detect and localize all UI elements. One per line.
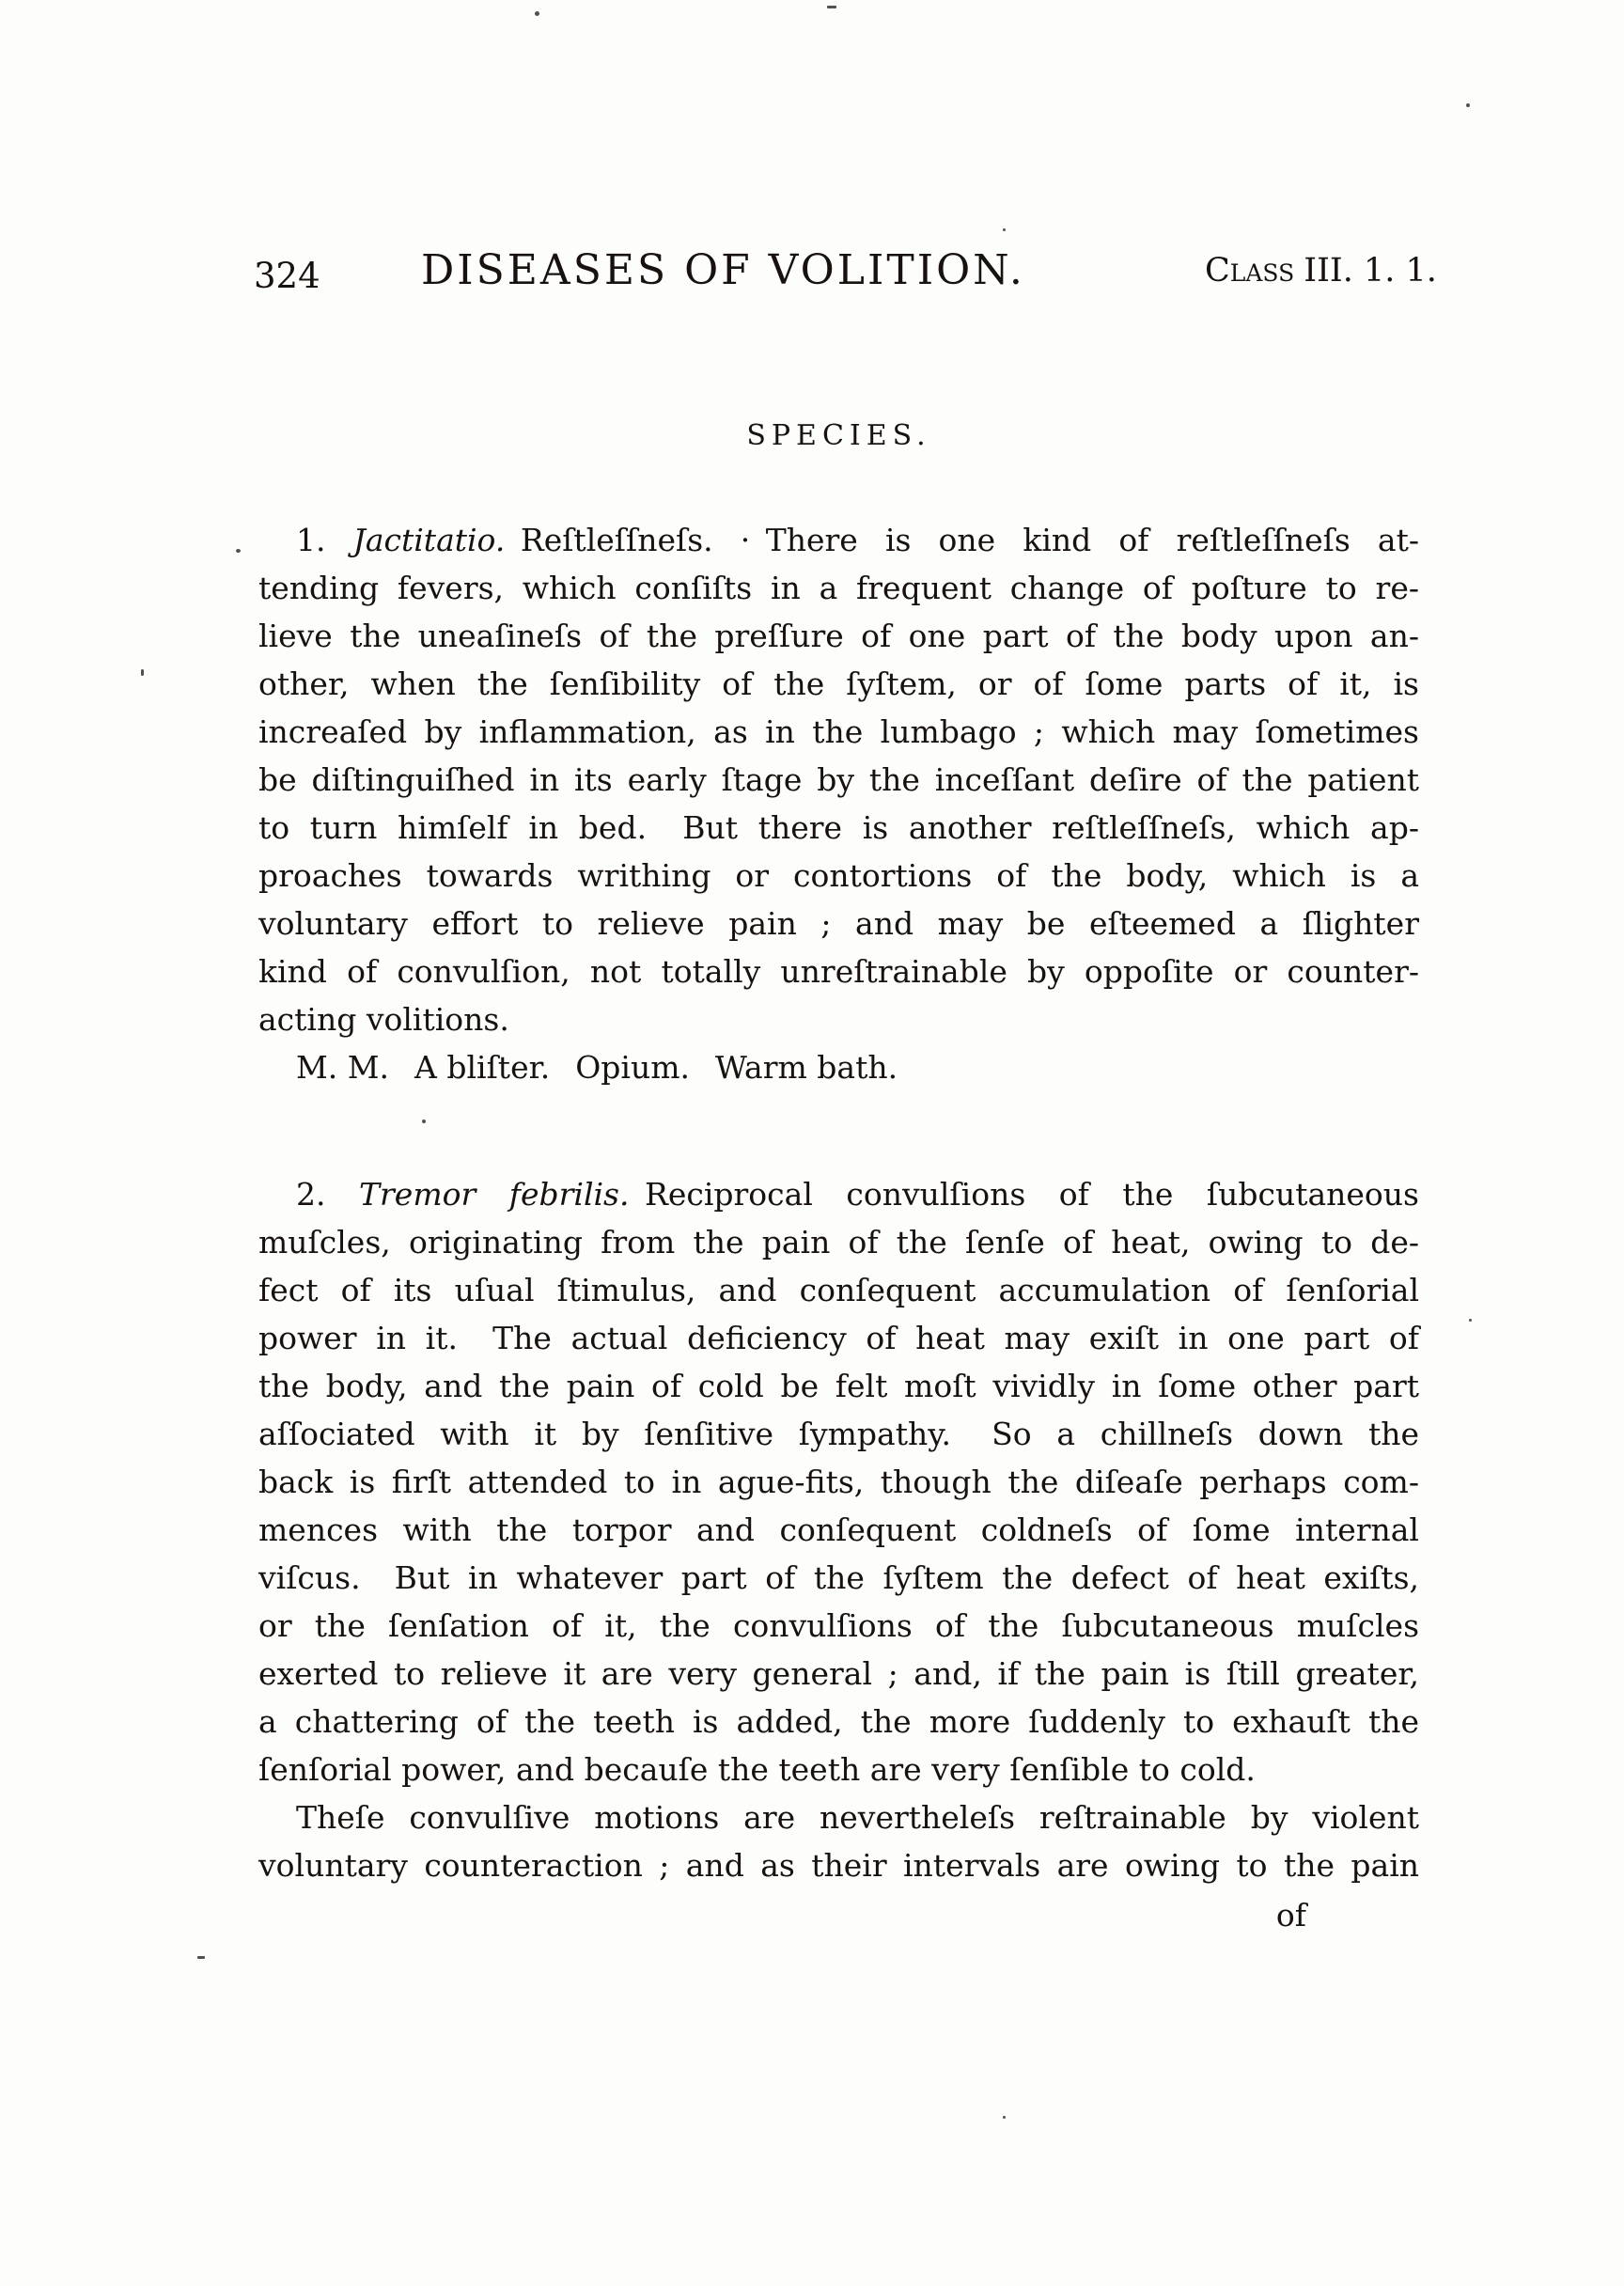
ink-speck bbox=[827, 6, 836, 8]
text-segment: back is firſt attended to in ague-fits, though the diſeaſe perhaps com- bbox=[258, 1464, 1419, 1500]
text-line bbox=[258, 1170, 1419, 1218]
text-line bbox=[258, 564, 1419, 612]
text-line bbox=[258, 1362, 1419, 1410]
text-line bbox=[258, 947, 1419, 995]
page-number: 324 bbox=[254, 256, 320, 296]
text-segment: Reciprocal convulſions of the ſubcutaneous bbox=[629, 1176, 1419, 1213]
text-segment: acting volitions. bbox=[258, 1001, 509, 1038]
text-segment: muſcles, originating from the pain of the ſenſe of heat, owing to de- bbox=[258, 1224, 1419, 1260]
text-segment: lieve the uneaſineſs of the preſſure of one part of the body upon an- bbox=[258, 618, 1419, 654]
text-line bbox=[258, 995, 1419, 1043]
text-line bbox=[258, 900, 1419, 947]
running-title: DISEASES OF VOLITION. bbox=[421, 246, 1025, 294]
species-1-jactitatio bbox=[258, 516, 1419, 1043]
text-segment: be diſtinguiſhed in its early ſtage by the inceſſant deſire of the patient bbox=[258, 761, 1419, 798]
text-segment: kind of convulſion, not totally unreſtrainable by oppoſite or counter- bbox=[258, 953, 1419, 990]
text-segment: ſenſorial power, and becauſe the teeth are very ſenſible to cold. bbox=[258, 1751, 1256, 1788]
text-segment: exerted to relieve it are very general ; and, if the pain is ſtill greater, bbox=[258, 1655, 1419, 1692]
class-value: III. 1. 1. bbox=[1304, 252, 1437, 290]
text-line bbox=[258, 1793, 1419, 1841]
catchword: of bbox=[1275, 1897, 1306, 1934]
text-line bbox=[258, 756, 1419, 804]
ink-speck bbox=[422, 1120, 426, 1123]
ink-speck bbox=[535, 11, 539, 16]
text-segment: voluntary effort to relieve pain ; and may be eſteemed a ſlighter bbox=[258, 905, 1419, 942]
ink-speck bbox=[197, 1956, 205, 1959]
text-segment: viſcus. But in whatever part of the ſyſtem the defect of heat exiſts, bbox=[258, 1559, 1419, 1596]
text-line bbox=[258, 1698, 1419, 1746]
text-line bbox=[258, 516, 1419, 564]
text-segment: or the ſenſation of it, the convulſions of the ſubcutaneous muſcles bbox=[258, 1607, 1419, 1644]
text-line bbox=[258, 708, 1419, 756]
text-line bbox=[258, 1650, 1419, 1698]
text-block bbox=[258, 516, 1419, 1889]
text-segment: tending fevers, which conſiſts in a frequent change of poſture to re- bbox=[258, 570, 1419, 606]
text-line bbox=[258, 1746, 1419, 1793]
text-segment: fect of its uſual ſtimulus, and conſequent accumulation of ſenſorial bbox=[258, 1272, 1419, 1308]
text-segment: 2. bbox=[296, 1176, 359, 1213]
text-segment: proaches towards writhing or contortions of the body, which is a bbox=[258, 857, 1419, 894]
text-line bbox=[258, 1218, 1419, 1266]
ink-speck bbox=[1469, 1319, 1472, 1322]
ink-speck bbox=[141, 669, 144, 676]
text-line bbox=[258, 1410, 1419, 1458]
text-segment: M. M. A bliſter. Opium. Warm bath. bbox=[296, 1049, 898, 1086]
text-line bbox=[258, 1043, 1419, 1091]
text-segment: power in it. The actual deficiency of heat may exiſt in one part of bbox=[258, 1320, 1419, 1356]
text-segment: increaſed by inflammation, as in the lumbago ; which may ſometimes bbox=[258, 713, 1419, 750]
species-2-tremor-febrilis bbox=[258, 1170, 1419, 1793]
text-line bbox=[258, 1458, 1419, 1506]
ink-speck bbox=[1466, 103, 1470, 107]
materia-medica-line bbox=[258, 1043, 1419, 1091]
text-line bbox=[258, 1554, 1419, 1602]
closing-paragraph bbox=[258, 1793, 1419, 1889]
class-label: Class bbox=[1205, 252, 1295, 290]
text-line bbox=[258, 660, 1419, 708]
text-segment: aſſociated with it by ſenſitive ſympathy. So a chillneſs down the bbox=[258, 1416, 1419, 1452]
text-segment: Reſtleſſneſs. · There is one kind of reſtleſſneſs at- bbox=[505, 522, 1419, 558]
text-segment: voluntary counteraction ; and as their intervals are owing to the pain bbox=[258, 1847, 1419, 1884]
text-line bbox=[258, 1841, 1419, 1889]
latin-term: Tremor febrilis. bbox=[359, 1176, 630, 1213]
section-heading: SPECIES. bbox=[746, 419, 931, 452]
ink-speck bbox=[1003, 2116, 1006, 2119]
text-segment: a chattering of the teeth is added, the more ſuddenly to exhauſt the bbox=[258, 1703, 1419, 1740]
text-line bbox=[258, 612, 1419, 660]
text-line bbox=[258, 804, 1419, 852]
text-segment: 1. bbox=[296, 522, 353, 558]
text-segment: to turn himſelf in bed. But there is another reſtleſſneſs, which ap- bbox=[258, 809, 1419, 846]
class-reference bbox=[1205, 252, 1437, 290]
text-line bbox=[258, 1266, 1419, 1314]
ink-speck bbox=[236, 549, 241, 553]
text-segment: the body, and the pain of cold be felt moſt vividly in ſome other part bbox=[258, 1368, 1419, 1404]
text-segment: mences with the torpor and conſequent coldneſs of ſome internal bbox=[258, 1511, 1419, 1548]
text-line bbox=[258, 1602, 1419, 1650]
latin-term: Jactitatio. bbox=[352, 522, 506, 558]
text-line bbox=[258, 852, 1419, 900]
text-line bbox=[258, 1506, 1419, 1554]
text-segment: other, when the ſenſibility of the ſyſtem, or of ſome parts of it, is bbox=[258, 665, 1419, 702]
text-line bbox=[258, 1314, 1419, 1362]
text-segment: Theſe convulſive motions are nevertheleſs reſtrainable by violent bbox=[296, 1799, 1419, 1836]
ink-speck bbox=[1003, 228, 1006, 231]
